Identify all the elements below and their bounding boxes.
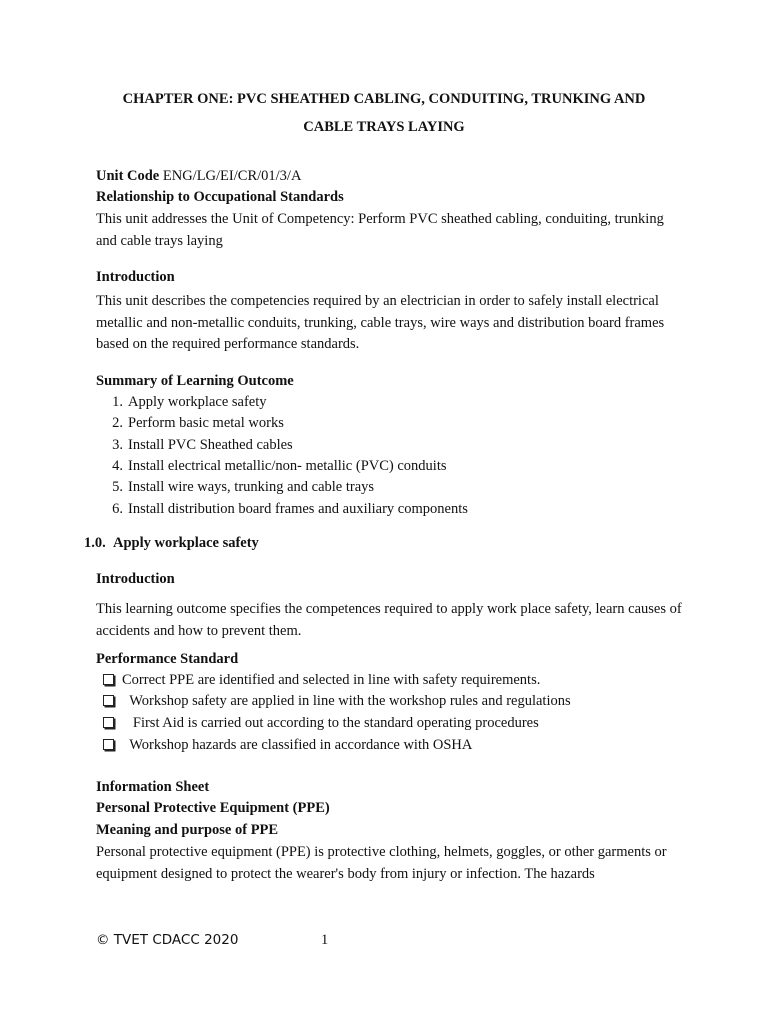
ppe-text: Personal protective equipment (PPE) is protective clothing, helmets, goggles, or other garments or equipment designed to protect the wearer's body from injury or infection. The hazards: [96, 844, 667, 882]
unit-code-value: ENG/LG/EI/CR/01/3/A: [162, 168, 302, 184]
summary-heading: Summary of Learning Outcome: [96, 373, 294, 389]
checklist-item: Workshop hazards are classified in accordance with OSHA: [103, 737, 472, 754]
introduction-heading: Introduction: [96, 269, 175, 285]
relationship-heading: Relationship to Occupational Standards: [96, 189, 344, 205]
ppe-heading: Personal Protective Equipment (PPE): [96, 800, 330, 816]
checkbox-icon: [103, 717, 114, 728]
chapter-title-line-2: CABLE TRAYS LAYING: [303, 119, 465, 135]
unit-code-label: Unit Code: [96, 168, 160, 184]
section-intro-text: This learning outcome specifies the competences required to apply work place safety, learn causes of accidents and how to prevent them.: [96, 601, 682, 639]
checkbox-icon: [103, 674, 114, 685]
list-item: 6. Install distribution board frames and auxiliary components: [112, 501, 468, 517]
section-title: Apply workplace safety: [113, 535, 259, 551]
performance-heading: Performance Standard: [96, 651, 239, 667]
ppe-meaning-heading: Meaning and purpose of PPE: [96, 822, 279, 838]
list-item: 2. Perform basic metal works: [112, 415, 284, 431]
checklist-item: Correct PPE are identified and selected in line with safety requirements.: [103, 672, 540, 689]
introduction-text: This unit describes the competencies required by an electrician in order to safely install electrical metallic and non-metallic conduits, trunking, cable trays, wire ways and distribution board frames based on the required performance standards.: [96, 293, 665, 352]
list-item: 1. Apply workplace safety: [112, 394, 267, 410]
list-item: 5. Install wire ways, trunking and cable trays: [112, 479, 375, 495]
checklist-item: Workshop safety are applied in line with the workshop rules and regulations: [103, 693, 571, 710]
section-heading: [84, 535, 259, 552]
footer-copyright: © TVET CDACC 2020: [96, 932, 239, 948]
checkbox-icon: [103, 739, 114, 750]
info-sheet-heading: Information Sheet: [96, 779, 210, 795]
list-item: 3. Install PVC Sheathed cables: [112, 437, 293, 453]
chapter-title-line-1: CHAPTER ONE: PVC SHEATHED CABLING, CONDUITING, TRUNKING AND: [122, 91, 646, 107]
checklist-item: First Aid is carried out according to the standard operating procedures: [103, 715, 539, 732]
unit-code: [96, 168, 301, 185]
relationship-text: This unit addresses the Unit of Competency: Perform PVC sheathed cabling, conduiting, trunking and cable trays laying: [96, 211, 664, 249]
page-number: 1: [321, 932, 329, 948]
section-intro-heading: Introduction: [96, 571, 175, 587]
section-number: 1.0.: [84, 535, 106, 551]
checkbox-icon: [103, 695, 114, 706]
list-item: 4. Install electrical metallic/non- metallic (PVC) conduits: [112, 458, 447, 474]
